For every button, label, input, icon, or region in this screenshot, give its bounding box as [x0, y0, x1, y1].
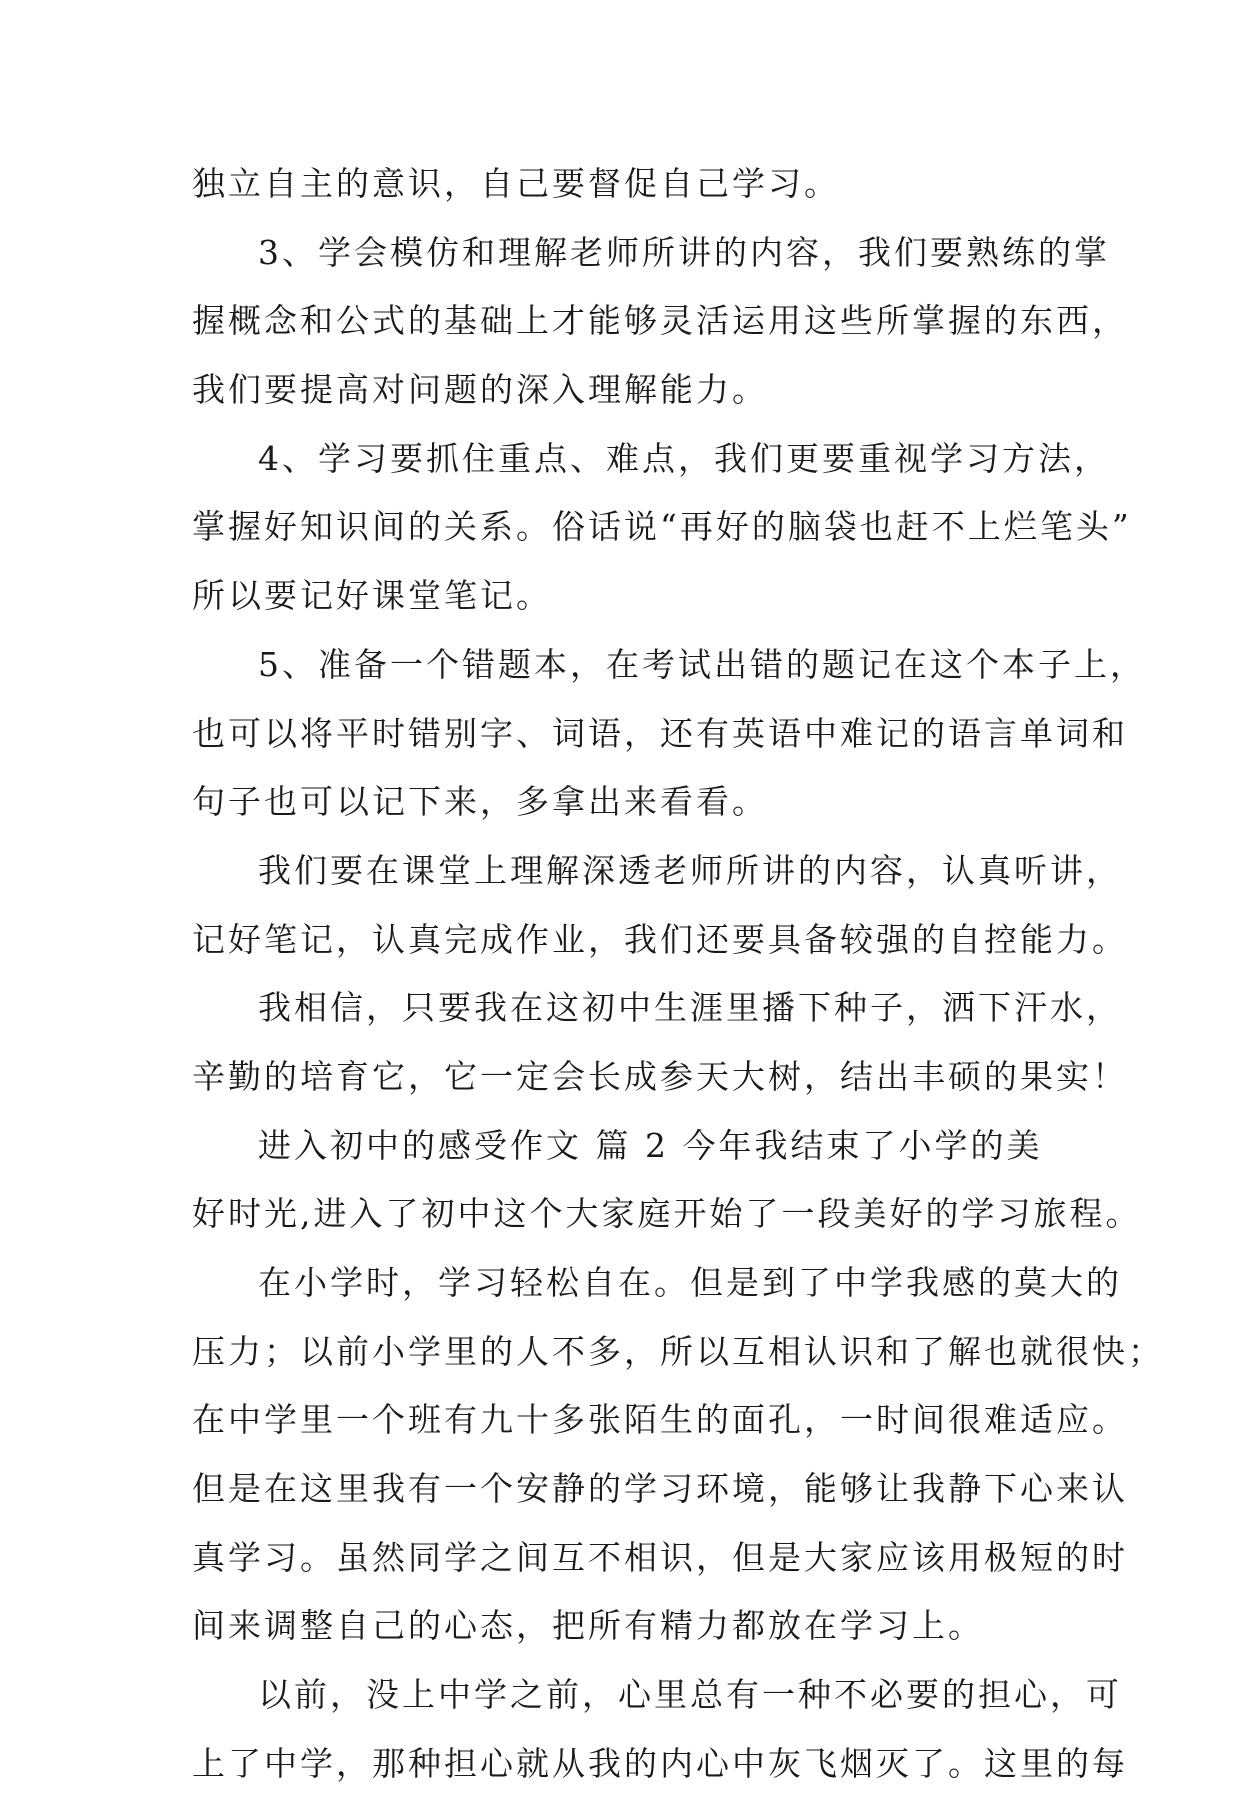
text-line: 掌握好知识间的关系。俗话说“再好的脑袋也赶不上烂笔头” [192, 507, 1132, 547]
text-line: 4、学习要抓住重点、难点，我们更要重视学习方法， [258, 438, 1110, 478]
text-line: 3、学会模仿和理解老师所讲的内容，我们要熟练的掌 [258, 232, 1110, 272]
text-line: 上了中学，那种担心就从我的内心中灰飞烟灭了。这里的每 [192, 1743, 1128, 1783]
text-line: 但是在这里我有一个安静的学习环境，能够让我静下心来认 [192, 1469, 1128, 1509]
text-line: 压力；以前小学里的人不多，所以互相认识和了解也就很快； [192, 1331, 1164, 1371]
text-line: 在小学时，学习轻松自在。但是到了中学我感的莫大的 [258, 1263, 1122, 1302]
text-line: 记好笔记，认真完成作业，我们还要具备较强的自控能力。 [192, 919, 1128, 959]
text-line: 在中学里一个班有九十多张陌生的面孔，一时间很难适应。 [192, 1400, 1128, 1440]
text-line: 进入初中的感受作文 篇 2 今年我结束了小学的美 [258, 1125, 1043, 1165]
text-line: 独立自主的意识，自己要督促自己学习。 [192, 164, 840, 203]
text-line: 我相信，只要我在这初中生涯里播下种子，洒下汗水， [258, 988, 1122, 1028]
text-line: 真学习。虽然同学之间互不相识，但是大家应该用极短的时 [192, 1537, 1128, 1577]
text-line: 我们要提高对问题的深入理解能力。 [192, 370, 768, 410]
text-line: 句子也可以记下来，多拿出来看看。 [192, 782, 768, 822]
text-line: 好时光,进入了初中这个大家庭开始了一段美好的学习旅程。 [192, 1194, 1142, 1234]
text-line: 所以要记好课堂笔记。 [192, 576, 552, 616]
text-line: 辛勤的培育它，它一定会长成参天大树，结出丰硕的果实！ [192, 1056, 1128, 1096]
text-line: 5、准备一个错题本，在考试出错的题记在这个本子上， [258, 644, 1146, 684]
text-line: 也可以将平时错别字、词语，还有英语中难记的语言单词和 [192, 713, 1128, 753]
text-line: 间来调整自己的心态，把所有精力都放在学习上。 [192, 1606, 984, 1646]
body-text [192, 150, 1164, 1799]
text-line: 我们要在课堂上理解深透老师所讲的内容，认真听讲， [258, 850, 1122, 890]
text-line: 握概念和公式的基础上才能够灵活运用这些所掌握的东西， [192, 301, 1128, 341]
text-line: 以前，没上中学之前，心里总有一种不必要的担心，可 [258, 1675, 1122, 1715]
